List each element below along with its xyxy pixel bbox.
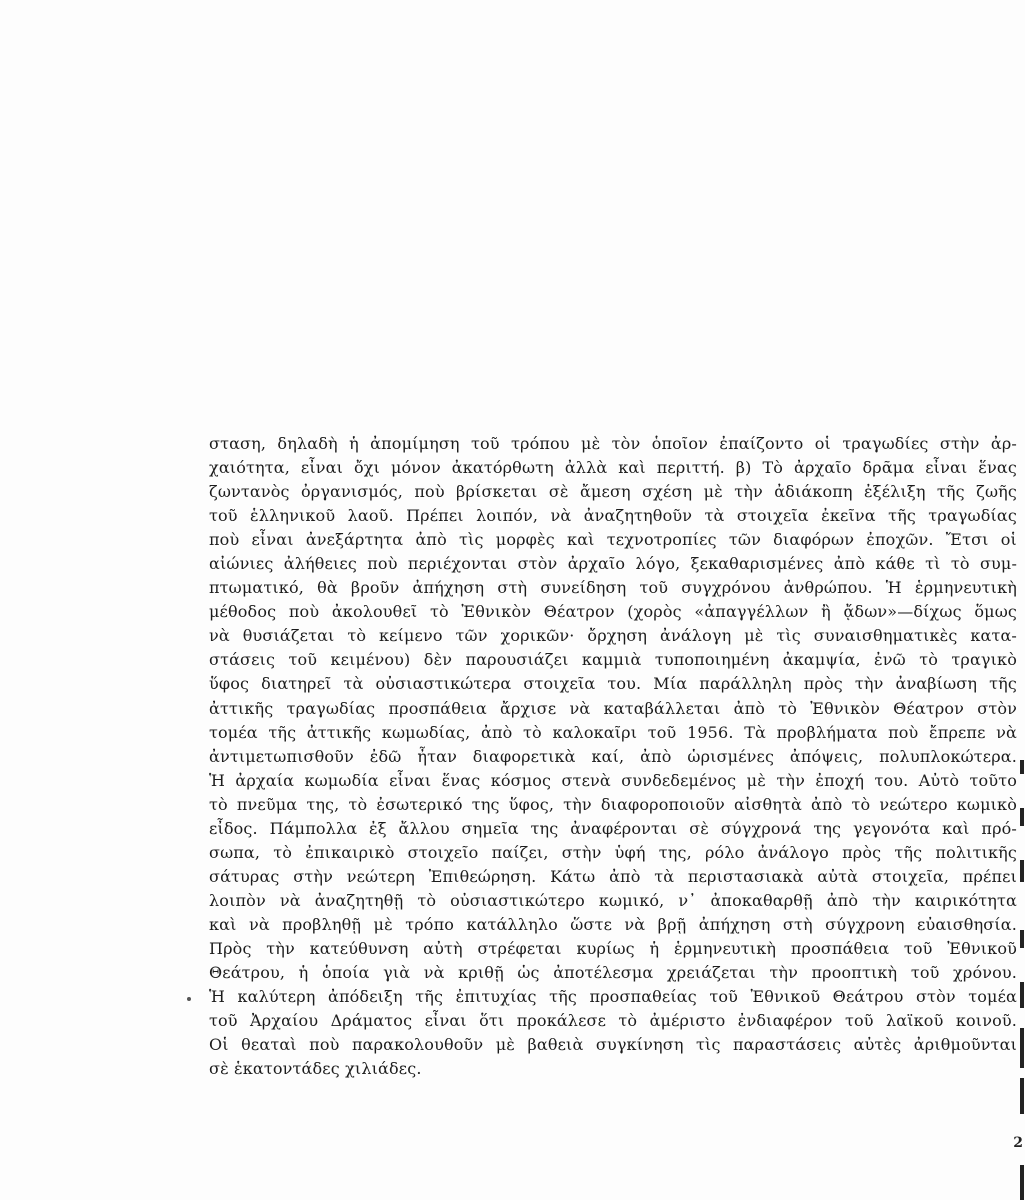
edge-mark <box>1020 1078 1024 1114</box>
edge-mark <box>1020 760 1024 774</box>
text-line: Οἱ θεαταὶ ποὺ παρακολουθοῦν μὲ βαθειὰ συγκίνηση τὶς παραστάσεις αὐτὲς ἀριθμοῦνται <box>209 1035 1017 1055</box>
text-line: καὶ νὰ προβληθῇ μὲ τρόπο κατάλληλο ὥστε νὰ βρῇ ἀπήχηση στὴ σύγχρονη εὐαισθησία. <box>209 914 1017 934</box>
text-line: Ἡ ἀρχαία κωμωδία εἶναι ἕνας κόσμος στενὰ συνδεδεμένος μὲ τὴν ἐποχή του. Αὐτὸ τοῦτο <box>209 770 1017 790</box>
text-line: πτωματικό, θὰ βροῦν ἀπήχηση στὴ συνείδηση τοῦ συγχρόνου ἀνθρώπου. Ἡ ἑρμηνευτικὴ <box>209 578 1017 598</box>
text-line: Ἡ καλύτερη ἀπόδειξη τῆς ἐπιτυχίας τῆς προσπαθείας τοῦ Ἐθνικοῦ Θεάτρου στὸν τομέα <box>209 987 1017 1007</box>
text-line: Θεάτρου, ἡ ὁποία γιὰ νὰ κριθῇ ὡς ἀποτέλεσμα χρειάζεται τὴν προοπτικὴ τοῦ χρόνου. <box>209 963 1017 983</box>
text-line: μέθοδος ποὺ ἀκολουθεῖ τὸ Ἐθνικὸν Θέατρον (χορὸς «ἀπαγγέλλων ἢ ᾄδων»—δίχως ὅμως <box>209 602 1017 622</box>
text-line: νὰ θυσιάζεται τὸ κείμενο τῶν χορικῶν· ὄρχηση ἀνάλογη μὲ τὶς συναισθηματικὲς κατα- <box>209 626 1017 646</box>
edge-mark <box>1020 930 1024 948</box>
text-line: σωπα, τὸ ἐπικαιρικὸ στοιχεῖο παίζει, στὴν ὑφή της, ρόλο ἀνάλογο πρὸς τῆς πολιτικῆς <box>209 842 1017 862</box>
text-line: λοιπὸν νὰ ἀναζητηθῇ τὸ οὐσιαστικώτερο κωμικό, ν᾿ ἀποκαθαρθῇ ἀπὸ τὴν καιρικότητα <box>209 890 1017 910</box>
edge-mark <box>1020 808 1024 826</box>
text-line: ἀττικῆς τραγωδίας προσπάθεια ἄρχισε νὰ καταβάλλεται ἀπὸ τὸ Ἐθνικὸν Θέατρον στὸν <box>209 698 1017 718</box>
text-line: τοῦ ἑλληνικοῦ λαοῦ. Πρέπει λοιπόν, νὰ ἀναζητηθοῦν τὰ στοιχεῖα ἐκεῖνα τῆς τραγωδίας <box>209 506 1017 526</box>
text-line: ζωντανὸς ὀργανισμός, ποὺ βρίσκεται σὲ ἄμεση σχέση μὲ τὴν ἀδιάκοπη ἐξέλιξη τῆς ζωῆς <box>209 482 1017 502</box>
text-line-final: σὲ ἑκατοντάδες χιλιάδες. <box>209 1059 422 1079</box>
edge-mark <box>1020 1028 1024 1068</box>
edge-mark <box>1020 860 1024 882</box>
edge-mark <box>1020 982 1024 1008</box>
edge-mark <box>1020 1165 1024 1200</box>
text-line: αἰώνιες ἀλήθειες ποὺ περιέχονται στὸν ἀρχαῖο λόγο, ξεκαθαρισμένες ἀπὸ κάθε τὶ τὸ συμ- <box>209 554 1017 574</box>
text-line: ὕφος διατηρεῖ τὰ οὐσιαστικώτερα στοιχεῖα του. Μία παράλληλη πρὸς τὴν ἀναβίωση τῆς <box>209 674 1017 694</box>
page-number: 2 <box>1013 1135 1023 1151</box>
text-line: εἶδος. Πάμπολλα ἐξ ἄλλου σημεῖα της ἀναφέρονται σὲ σύγχρονά της γεγονότα καὶ πρό- <box>209 818 1017 838</box>
text-line: τοῦ Ἀρχαίου Δράματος εἶναι ὅτι προκάλεσε τὸ ἀμέριστο ἐνδιαφέρον τοῦ λαϊκοῦ κοινοῦ. <box>209 1011 1017 1031</box>
text-line: σταση, δηλαδὴ ἡ ἀπομίμηση τοῦ τρόπου μὲ τὸν ὁποῖον ἐπαίζοντο οἱ τραγωδίες στὴν ἀρ- <box>209 434 1017 453</box>
text-line: σάτυρας στὴν νεώτερη Ἐπιθεώρηση. Κάτω ἀπὸ τὰ περιστασιακὰ αὐτὰ στοιχεῖα, πρέπει <box>209 866 1017 886</box>
text-line: ποὺ εἶναι ἀνεξάρτητα ἀπὸ τὶς μορφὲς καὶ τεχνοτροπίες τῶν διαφόρων ἐποχῶν. Ἔτσι οἱ <box>209 530 1017 550</box>
page-edge-shadow <box>1017 760 1025 1200</box>
margin-dot <box>187 997 191 1001</box>
text-line: τὸ πνεῦμα της, τὸ ἐσωτερικό της ὕφος, τὴν διαφοροποιοῦν αἰσθητὰ ἀπὸ τὸ νεώτερο κωμικὸ <box>209 794 1017 814</box>
text-line: τομέα τῆς ἀττικῆς κωμωδίας, ἀπὸ τὸ καλοκαῖρι τοῦ 1956. Τὰ προβλήματα ποὺ ἔπρεπε νὰ <box>209 722 1017 742</box>
text-line: Πρὸς τὴν κατεύθυνση αὐτὴ στρέφεται κυρίως ἡ ἑρμηνευτικὴ προσπάθεια τοῦ Ἐθνικοῦ <box>209 938 1017 958</box>
body-text <box>209 432 1017 1081</box>
text-line: χαιότητα, εἶναι ὄχι μόνον ἀκατόρθωτη ἀλλὰ καὶ περιττή. β) Τὸ ἀρχαῖο δρᾶμα εἶναι ἕνας <box>209 458 1017 478</box>
text-line: ἀντιμετωπισθοῦν ἐδῶ ἦταν διαφορετικὰ καί, ἀπὸ ὡρισμένες ἀπόψεις, πολυπλοκώτερα. <box>209 746 1017 766</box>
text-line: στάσεις τοῦ κειμένου) δὲν παρουσιάζει καμμιὰ τυποποιημένη ἀκαμψία, ἐνῶ τὸ τραγικὸ <box>209 650 1017 670</box>
